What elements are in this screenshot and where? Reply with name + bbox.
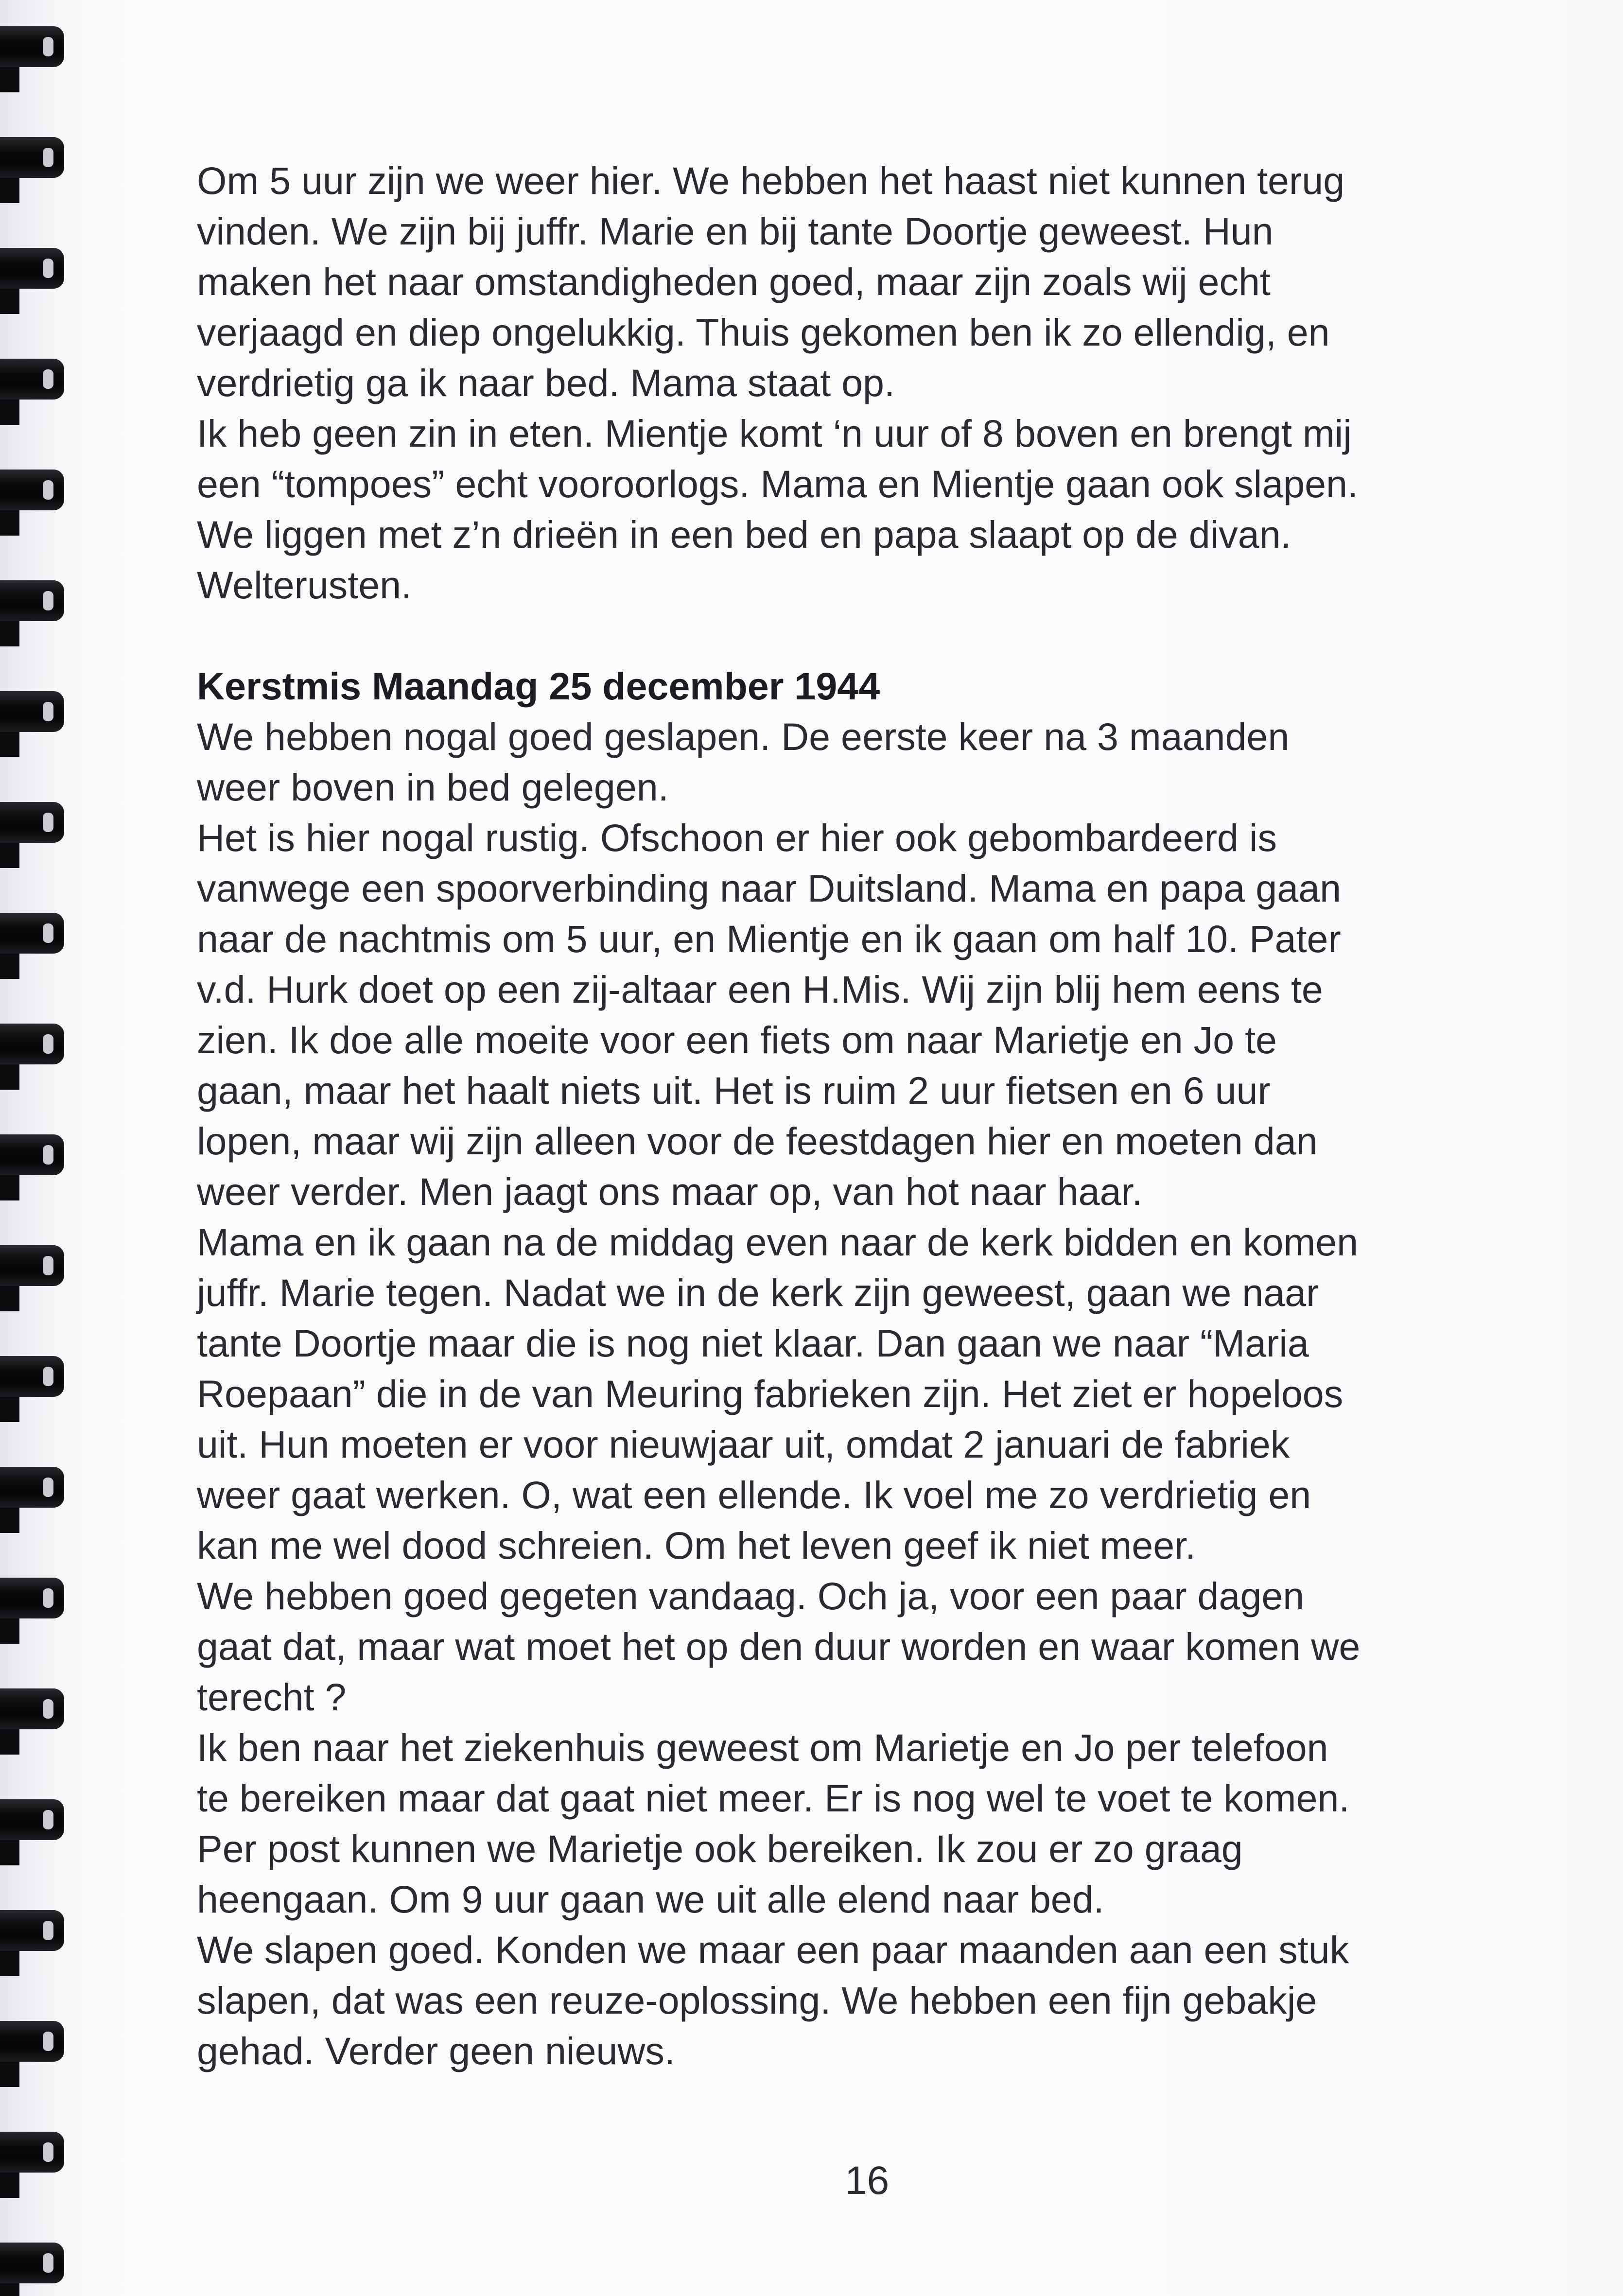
text-line: juffr. Marie tegen. Nadat we in de kerk zijn geweest, gaan we naar: [197, 1271, 1319, 1314]
text-line: terecht ?: [197, 1675, 347, 1719]
text-line: te bereiken maar dat gaat niet meer. Er is nog wel te voet te komen.: [197, 1776, 1350, 1820]
text-line: Welterusten.: [197, 563, 412, 607]
spiral-binding-icon: [0, 1682, 68, 1736]
coil-wire: [0, 1467, 64, 1508]
punch-hole: [43, 148, 53, 167]
text-line: een “tompoes” echt vooroorlogs. Mama en Mientje gaan ook slapen.: [197, 462, 1358, 505]
page-number: 16: [845, 2158, 890, 2203]
entry-heading: Kerstmis Maandag 25 december 1944: [197, 664, 880, 708]
punch-hole: [43, 1478, 53, 1497]
text-line: Roepaan” die in de van Meuring fabrieken zijn. Het ziet er hopeloos: [197, 1372, 1344, 1415]
coil-wire: [0, 580, 64, 621]
coil-wire: [0, 1245, 64, 1286]
text-line: naar de nachtmis om 5 uur, en Mientje en ik gaan om half 10. Pater: [197, 917, 1341, 960]
text-line: tante Doortje maar die is nog niet klaar. Dan gaan we naar “Maria: [197, 1322, 1309, 1365]
punch-hole: [43, 1034, 53, 1054]
spiral-binding-icon: [0, 2125, 68, 2179]
spiral-binding-icon: [0, 1349, 68, 1404]
punch-hole: [43, 1699, 53, 1719]
spiral-binding-icon: [0, 684, 68, 739]
text-line: Ik ben naar het ziekenhuis geweest om Marietje en Jo per telefoon: [197, 1726, 1328, 1769]
text-line: We hebben goed gegeten vandaag. Och ja, voor een paar dagen: [197, 1574, 1305, 1618]
coil-wire: [0, 359, 64, 400]
coil-wire: [0, 26, 64, 67]
punch-hole: [43, 2142, 53, 2162]
coil-wire: [0, 913, 64, 954]
spiral-binding-icon: [0, 1460, 68, 1514]
text-line: verjaagd en diep ongelukkig. Thuis gekomen ben ik zo ellendig, en: [197, 311, 1330, 354]
coil-wire: [0, 802, 64, 843]
spiral-binding-icon: [0, 1238, 68, 1293]
coil-wire: [0, 691, 64, 732]
punch-hole: [43, 813, 53, 832]
text-line: kan me wel dood schreien. Om het leven geef ik niet meer.: [197, 1524, 1196, 1567]
punch-hole: [43, 2032, 53, 2051]
spiral-binding-icon: [0, 574, 68, 628]
spiral-binding-icon: [0, 906, 68, 960]
spiral-binding: [0, 0, 78, 2296]
coil-wire: [0, 1578, 64, 1618]
coil-wire: [0, 1356, 64, 1397]
punch-hole: [43, 369, 53, 389]
coil-wire: [0, 1688, 64, 1729]
text-line: Om 5 uur zijn we weer hier. We hebben het haast niet kunnen terug: [197, 159, 1345, 202]
text-line: gehad. Verder geen nieuws.: [197, 2029, 675, 2072]
text-line: heengaan. Om 9 uur gaan we uit alle elend naar bed.: [197, 1878, 1104, 1921]
spiral-binding-icon: [0, 1571, 68, 1625]
punch-hole: [43, 259, 53, 278]
punch-hole: [43, 1256, 53, 1275]
punch-hole: [43, 2253, 53, 2273]
coil-wire: [0, 470, 64, 510]
coil-wire: [0, 1799, 64, 1840]
coil-wire: [0, 248, 64, 289]
text-line: gaan, maar het haalt niets uit. Het is ruim 2 uur fietsen en 6 uur: [197, 1069, 1271, 1112]
text-line: Het is hier nogal rustig. Ofschoon er hier ook gebombardeerd is: [197, 816, 1277, 859]
text-line: Ik heb geen zin in eten. Mientje komt ‘n uur of 8 boven en brengt mij: [197, 412, 1352, 455]
text-line: vanwege een spoorverbinding naar Duitsland. Mama en papa gaan: [197, 867, 1342, 910]
coil-wire: [0, 1134, 64, 1175]
text-line: maken het naar omstandigheden goed, maar zijn zoals wij echt: [197, 260, 1271, 303]
punch-hole: [43, 1810, 53, 1829]
spiral-binding-icon: [0, 241, 68, 296]
diary-text: [197, 156, 1548, 2076]
text-line: We hebben nogal goed geslapen. De eerste keer na 3 maanden: [197, 715, 1290, 758]
punch-hole: [43, 1921, 53, 1940]
text-line: We slapen goed. Konden we maar een paar maanden aan een stuk: [197, 1928, 1349, 1971]
text-line: uit. Hun moeten er voor nieuwjaar uit, omdat 2 januari de fabriek: [197, 1423, 1290, 1466]
coil-wire: [0, 2132, 64, 2173]
punch-hole: [43, 1367, 53, 1386]
punch-hole: [43, 923, 53, 943]
text-line: slapen, dat was een reuze-oplossing. We hebben een fijn gebakje: [197, 1979, 1317, 2022]
punch-hole: [43, 37, 53, 56]
text-line: Mama en ik gaan na de middag even naar de kerk bidden en komen: [197, 1220, 1359, 1264]
spiral-binding-icon: [0, 2014, 68, 2069]
text-line: We liggen met z’n drieën in een bed en papa slaapt op de divan.: [197, 513, 1291, 556]
spiral-binding-icon: [0, 2236, 68, 2290]
text-line: zien. Ik doe alle moeite voor een fiets om naar Marietje en Jo te: [197, 1018, 1277, 1061]
punch-hole: [43, 1588, 53, 1608]
text-line: verdrietig ga ik naar bed. Mama staat op.: [197, 361, 895, 404]
coil-wire: [0, 137, 64, 178]
spiral-binding-icon: [0, 463, 68, 517]
spiral-binding-icon: [0, 1792, 68, 1847]
spiral-binding-icon: [0, 1017, 68, 1071]
spiral-binding-icon: [0, 19, 68, 74]
punch-hole: [43, 1145, 53, 1165]
entry-christmas: [197, 661, 1548, 2076]
punch-hole: [43, 480, 53, 500]
spiral-binding-icon: [0, 1128, 68, 1182]
coil-wire: [0, 2021, 64, 2062]
text-line: v.d. Hurk doet op een zij-altaar een H.Mis. Wij zijn blij hem eens te: [197, 968, 1323, 1011]
paragraph-gap: [197, 610, 1548, 661]
text-line: Per post kunnen we Marietje ook bereiken. Ik zou er zo graag: [197, 1827, 1243, 1870]
spiral-binding-icon: [0, 1903, 68, 1958]
coil-wire: [0, 1024, 64, 1064]
punch-hole: [43, 702, 53, 721]
text-line: weer boven in bed gelegen.: [197, 765, 669, 809]
text-line: weer verder. Men jaagt ons maar op, van hot naar haar.: [197, 1170, 1143, 1213]
text-line: lopen, maar wij zijn alleen voor de feestdagen hier en moeten dan: [197, 1119, 1318, 1163]
punch-hole: [43, 591, 53, 610]
spiral-binding-icon: [0, 130, 68, 185]
entry-continued: [197, 156, 1548, 610]
coil-wire: [0, 1910, 64, 1951]
spiral-binding-icon: [0, 352, 68, 406]
spiral-binding-icon: [0, 795, 68, 850]
text-line: vinden. We zijn bij juffr. Marie en bij tante Doortje geweest. Hun: [197, 209, 1274, 253]
coil-wire: [0, 2243, 64, 2283]
text-line: gaat dat, maar wat moet het op den duur worden en waar komen we: [197, 1625, 1361, 1668]
text-line: weer gaat werken. O, wat een ellende. Ik voel me zo verdrietig en: [197, 1473, 1311, 1516]
